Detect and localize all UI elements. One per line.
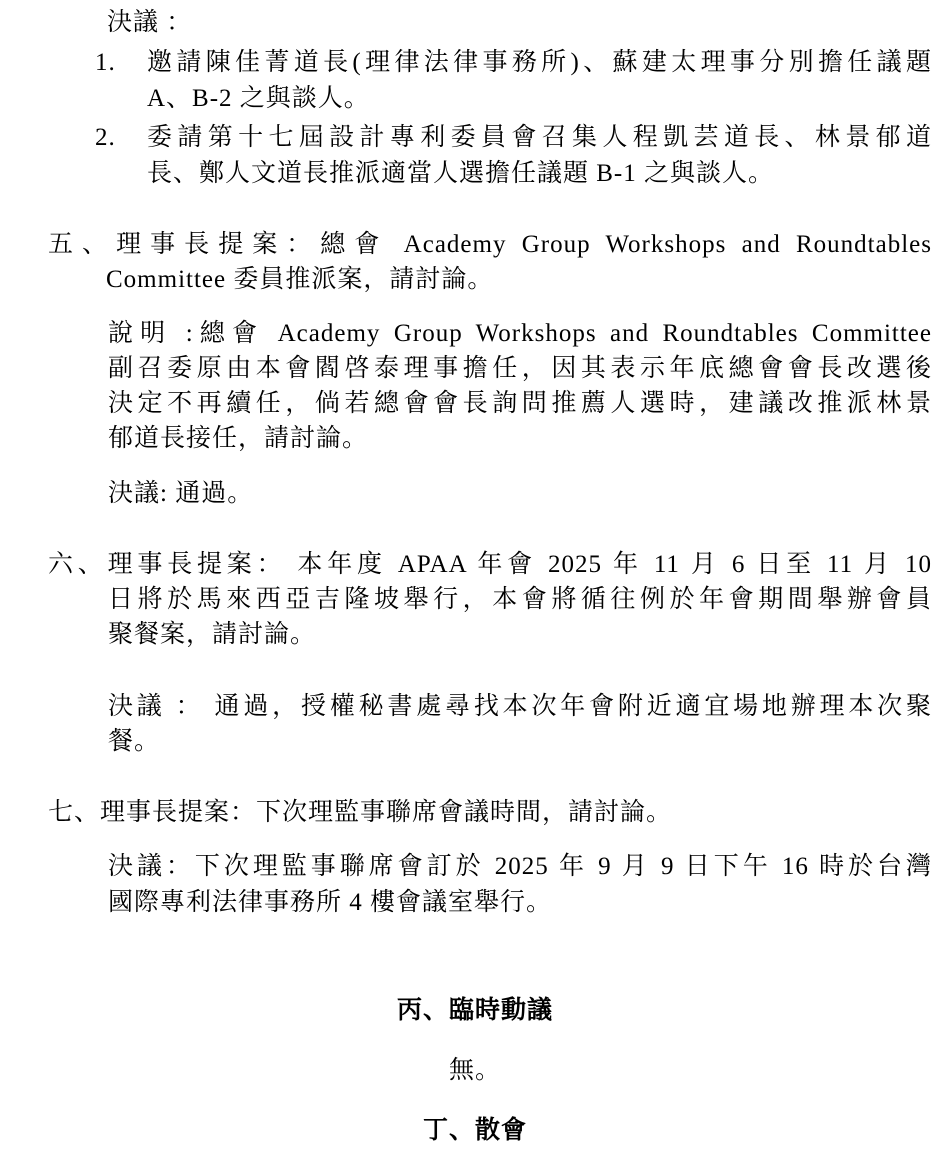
- item4-point-1-line2: A、B-2 之與談人。: [147, 85, 370, 112]
- item4-point-2-line1: 委請第十七屆設計專利委員會召集人程凱芸道長、林景郁道: [147, 124, 932, 151]
- item7-resolution-line1: 決議：下次理監事聯席會訂於 2025 年 9 月 9 日下午 16 時於台灣: [108, 853, 932, 880]
- item5-heading-line1: 五、理事長提案：總會 Academy Group Workshops and Roundtables: [48, 231, 932, 258]
- item6-heading-line3: 聚餐案，請討論。: [108, 621, 317, 648]
- item6-heading-line1: 六、理事長提案： 本年度 APAA 年會 2025 年 11 月 6 日至 11 月 10: [48, 551, 932, 578]
- section-c-body: 無。: [448, 1057, 501, 1084]
- item4-point-2-number: 2.: [95, 124, 116, 151]
- item6-resolution-line2: 餐。: [108, 728, 161, 755]
- section-c-title: 丙、臨時動議: [396, 997, 553, 1024]
- item5-heading-line2: Committee 委員推派案，請討論。: [106, 266, 494, 293]
- item7-resolution-line2: 國際專利法律事務所 4 樓會議室舉行。: [108, 889, 553, 916]
- item4-point-1-line1: 邀請陳佳菁道長(理律法律事務所)、蘇建太理事分別擔任議題: [147, 49, 932, 76]
- item5-explanation-line3: 決定不再續任，倘若總會會長詢問推薦人選時，建議改推派林景: [108, 390, 932, 417]
- item6-heading-line2: 日將於馬來西亞吉隆坡舉行，本會將循往例於年會期間舉辦會員: [108, 586, 932, 613]
- item4-point-2-line2: 長、鄭人文道長推派適當人選擔任議題 B-1 之與談人。: [147, 160, 775, 187]
- item5-explanation-line2: 副召委原由本會閻啓泰理事擔任，因其表示年底總會會長改選後: [108, 355, 932, 382]
- item5-explanation-line1: 說明 :總會 Academy Group Workshops and Roundtables Committee: [108, 320, 932, 347]
- item4-resolution-label: 決議 ：: [107, 9, 193, 36]
- section-d-title: 丁、散會: [422, 1117, 527, 1144]
- item7-heading: 七、理事長提案：下次理監事聯席會議時間，請討論。: [48, 799, 673, 826]
- item5-resolution: 決議: 通過。: [108, 480, 254, 507]
- item6-resolution-line1: 決議 ： 通過，授權秘書處尋找本次年會附近適宜場地辦理本次聚: [108, 693, 932, 720]
- item5-explanation-line4: 郁道長接任，請討論。: [108, 425, 369, 452]
- item4-point-1-number: 1.: [95, 49, 116, 76]
